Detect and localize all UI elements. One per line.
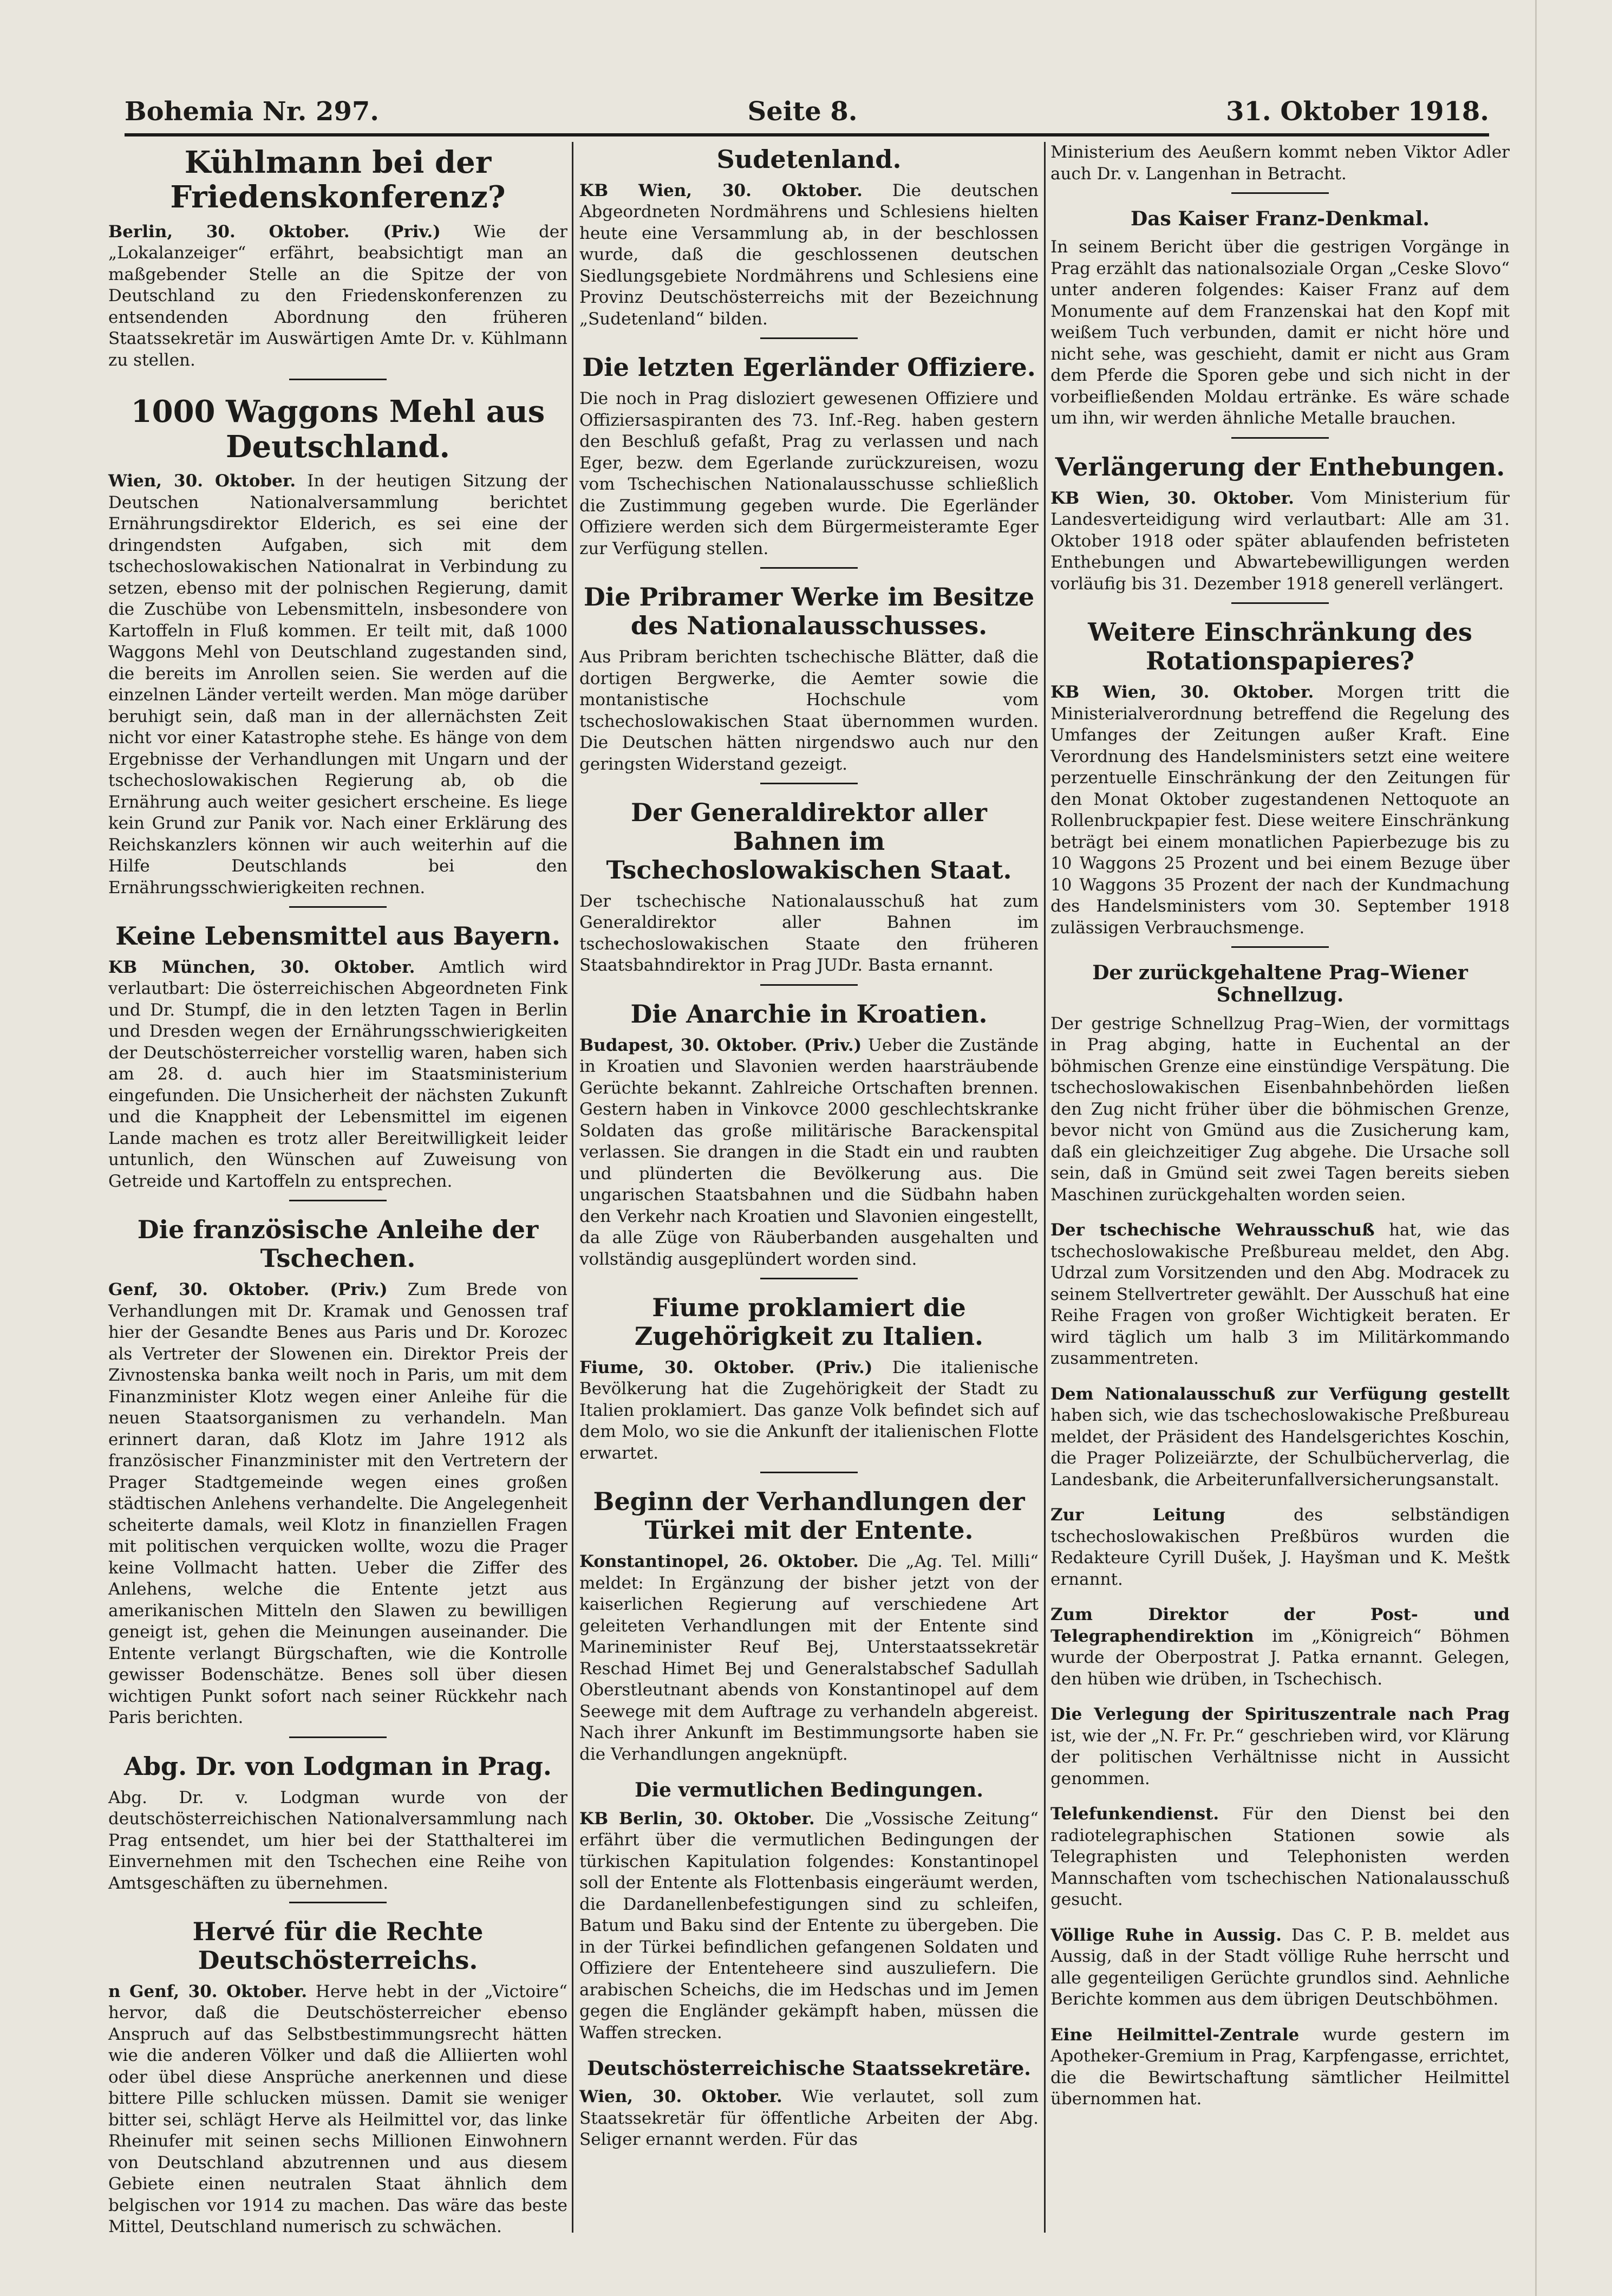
article-lead: Der tschechische Wehrausschuß [1050, 1220, 1375, 1240]
article-text [579, 388, 1039, 560]
article [1050, 618, 1510, 948]
article-dateline: KB Berlin, 30. Oktober. [579, 1809, 815, 1829]
header-issue: Bohemia Nr. 297. [125, 96, 379, 127]
page-edge [1535, 0, 1537, 2296]
article-body: ist, wie der „N. Fr. Pr.“ geschrieben wird, vor Klärung der politischen Verhältnisse nicht in Aussicht genommen. [1050, 1726, 1510, 1788]
article-text [579, 1551, 1039, 1765]
article [108, 1752, 567, 1903]
article-headline: 1000 Waggons Mehl aus Deutschland. [130, 394, 545, 465]
article-dateline: KB München, 30. Oktober. [108, 957, 415, 977]
article-text [1050, 2025, 1510, 2110]
article-body: In der heutigen Sitzung der Deutschen Nationalversammlung berichtet Ernährungsdirektor Elderich, es sei eine der dringendsten Aufgaben, sich mit dem tschechoslowakischen Nationalrat in Verbindung zu setzen, ebenso mit der polnischen Regierung, damit die Zuschübe von Lebensmitteln, insbesondere von Kartoffeln in Fluß kommen. Er teilt mit, daß 1000 Waggons Mehl von Deutschland zugestanden sind, die bereits im Anrollen seien. Sie werden auf die einzelnen Länder verteilt werden. Man möge darüber beruhigt sein, daß man in der allernächsten Zeit nicht vor einer Katastrophe stehe. Es hänge von dem Ergebnisse der Verhandlungen mit Ungarn und der tschechoslowakischen Regierung ab, ob die Ernährung auch weiter gesichert erscheine. Es liege kein Grund zur Panik vor. Nach einer Erklärung des Reichskanzlers können wir auch weiterhin auf die Hilfe Deutschlands bei den Ernährungsschwierigkeiten rechnen. [108, 471, 567, 897]
article [579, 1779, 1039, 2044]
article [108, 922, 567, 1201]
header-date: 31. Oktober 1918. [1226, 96, 1489, 127]
article-dateline: n Genf, 30. Oktober. [108, 1981, 308, 2001]
article-text [1050, 1925, 1510, 2011]
article [1050, 1704, 1510, 1790]
article-lead: Dem Nationalausschuß zur Verfügung gestellt [1050, 1384, 1510, 1404]
article [1050, 142, 1510, 194]
article-headline: Die französische Anleihe der Tschechen. [137, 1215, 539, 1273]
divider [1231, 602, 1329, 604]
article [1050, 453, 1510, 604]
article-text [579, 647, 1039, 775]
article-body: Wie der „Lokalanzeiger“ erfährt, beabsichtigt man an maßgebender Stelle an die Spitze der von Deutschland zu den Friedenskonferenzen zu entsendenden Abordnung den früheren Staatssekretär im Auswärtigen Amte Dr. v. Kühlmann zu stellen. [108, 222, 567, 370]
article-text [108, 957, 567, 1193]
article [1050, 1384, 1510, 1491]
article [579, 145, 1039, 339]
article-body: Amtlich wird verlautbart: Die österreichischen Abgeordneten Fink und Dr. Stumpf, die in den letzten Tagen in Berlin und Dresden wegen der Ernährungsschwierigkeiten der Deutschösterreicher vorstellig waren, haben sich am 28. d. auch hier im Staatsministerium eingefunden. Die Unsicherheit der nächsten Zukunft und die Knappheit der Lebensmittel im eigenen Lande machen es trotz aller Bereitwilligkeit leider untunlich, den Wünschen auf Zuweisung von Getreide und Kartoffeln zu entsprechen. [108, 957, 567, 1191]
article-body: Die „Vossische Zeitung“ erfährt über die vermutlichen Bedingungen der türkischen Kapitulation folgendes: Konstantinopel soll der Entente als Flottenbasis eingeräumt werden, die Dardanellenbefestigungen sind zu schleifen, Batum und Baku sind der Entente zu übergeben. Die in der Türkei befindlichen gefangenen Soldaten und Offiziere der Ententeheere sind auszuliefern. Die arabischen Scheichs, die im Hedschas und im Jemen gegen die Engländer gekämpft haben, müssen die Waffen strecken. [579, 1809, 1039, 2043]
divider [760, 984, 858, 986]
article-headline: Keine Lebensmittel aus Bayern. [115, 921, 560, 951]
article-dateline: Fiume, 30. Oktober. (Priv.) [579, 1357, 873, 1377]
divider [760, 337, 858, 339]
divider [289, 906, 387, 908]
article [579, 353, 1039, 569]
article-headline: Die Pribramer Werke im Besitze des Nationalausschusses. [583, 582, 1035, 641]
article-headline: Abg. Dr. von Lodgman in Prag. [124, 1751, 552, 1781]
article-text [108, 1981, 567, 2238]
article-body: Wie verlautet, soll zum Staatssekretär für öffentliche Arbeiten der Abg. Seliger ernannt werden. Für das [579, 2087, 1039, 2150]
article-text [108, 471, 567, 899]
article-text [108, 1279, 567, 1729]
article-body: In seinem Bericht über die gestrigen Vorgänge in Prag erzählt das nationalsoziale Organ „Ceske Slovo“ unter anderen folgendes: Kaiser Franz auf dem Monumente auf dem Franzenskai hat den Kopf mit weißem Tuch verbunden, damit er nicht höre und nicht sehe, was geschieht, damit er nicht aus Gram dem Pferde die Sporen gebe und sich nicht in der vorbeifließenden Moldau ertränke. Es wäre schade um ihn, wir werden ähnliche Metalle brauchen. [1050, 237, 1510, 428]
article [1050, 2025, 1510, 2110]
article-headline: Sudetenland. [716, 145, 902, 174]
article-text [1050, 1704, 1510, 1790]
article-headline: Die letzten Egerländer Offiziere. [582, 353, 1036, 382]
article-dateline: Berlin, 30. Oktober. (Priv.) [108, 222, 441, 242]
article-lead: Zum Direktor der Post- und Telegraphendirektion [1050, 1605, 1510, 1646]
divider [760, 567, 858, 569]
article-text [579, 1035, 1039, 1271]
article [1050, 1604, 1510, 1690]
article-headline: Die vermutlichen Bedingungen. [635, 1779, 983, 1802]
article-headline: Kühlmann bei der Friedenskonferenz? [170, 145, 506, 216]
article-body: Die italienische Bevölkerung hat die Zugehörigkeit der Stadt zu Italien proklamiert. Das ganze Volk befindet sich auf dem Molo, wo sie die Ankunft der italienischen Flotte erwartet. [579, 1357, 1039, 1463]
divider [760, 1472, 858, 1473]
divider [1231, 192, 1329, 194]
article-text [579, 180, 1039, 330]
article-headline: Deutschösterreichische Staatssekretäre. [587, 2057, 1031, 2080]
article-body: Aus Pribram berichten tschechische Blätter, daß die dortigen Bergwerke, die Aemter sowie die montanistische Hochschule vom tschechoslowakischen Staat übernommen wurden. Die Deutschen hätten nirgendswo auch nur den geringsten Widerstand gezeigt. [579, 647, 1039, 774]
article-body: Der tschechische Nationalausschuß hat zum Generaldirektor aller Bahnen im tschechoslowakischen Staate den früheren Staatsbahndirektor in Prag JUDr. Basta ernannt. [579, 891, 1039, 975]
article-body: Für den Dienst bei den radiotelegraphischen Stationen sowie als Telegraphisten und Telephonisten werden Mannschaften vom tschechischen Nationalausschuß gesucht. [1050, 1804, 1510, 1910]
article-body: Ministerium des Aeußern kommt neben Viktor Adler auch Dr. v. Langenhan in Betracht. [1050, 142, 1510, 184]
article [108, 1215, 567, 1738]
article-body: Die noch in Prag disloziert gewesenen Offiziere und Offiziersaspiranten des 73. Inf.-Reg. haben gestern den Beschluß gefaßt, Prag zu verlassen und nach Eger, bezw. dem Egerlande zurückzureisen, wozu vom Tschechischen Nationalausschusse schließlich die Zustimmung gegeben wurde. Die Egerländer Offiziere werden sich dem Bürgermeisteramte Eger zur Verfügung stellen. [579, 389, 1039, 558]
article-headline: Der Generaldirektor aller Bahnen im Tschechoslowakischen Staat. [606, 798, 1012, 884]
column-3 [1050, 142, 1510, 2124]
article-body: Die „Ag. Tel. Milli“ meldet: In Ergänzung der bisher jetzt von der kaiserlichen Regierung auf verschiedene Art geleiteten Verhandlungen mit der Entente sind Marineminister Reuf Bej, Unterstaatssekretär Reschad Himet Bej und Generalstabschef Sadullah Oberstleutnant abends von Konstantinopel auf dem Seewege mit dem Auftrage zu verhandeln abgereist. Nach ihrer Ankunft im Bestimmungsorte haben sie die Verhandlungen angeknüpft. [579, 1552, 1039, 1764]
article-dateline: Genf, 30. Oktober. (Priv.) [108, 1280, 388, 1300]
article-body: Die deutschen Abgeordneten Nordmährens und Schlesiens hielten heute eine Versammlung ab, in der beschlossen wurde, daß die geschlossenen deutschen Siedlungsgebiete Nordmährens und Schlesiens eine Provinz Deutschösterreichs mit der Bezeichnung „Sudetenland“ bilden. [579, 180, 1039, 329]
article-headline: Die Anarchie in Kroatien. [630, 999, 988, 1029]
article [1050, 962, 1510, 1206]
article [108, 1917, 567, 2238]
article-headline: Verlängerung der Enthebungen. [1055, 452, 1505, 482]
article [579, 583, 1039, 784]
divider [289, 1736, 387, 1738]
divider [1231, 437, 1329, 439]
article-text [1050, 1384, 1510, 1491]
article [1050, 1804, 1510, 1911]
article-lead: Zur Leitung [1050, 1505, 1225, 1525]
divider [289, 1200, 387, 1201]
article-body: Herve hebt in der „Victoire“ hervor, daß die Deutschösterreicher ebenso Anspruch auf das Selbstbestimmungsrecht hätten wie die anderen Völker und daß die Alliierten wohl oder übel diese Ansprüche anerkennen und diese bittere Pille schlucken müssen. Damit sie weniger bitter sei, schlägt Herve als Heilmittel vor, das linke Rheinufer mit seinen sechs Millionen Einwohnern von Deutschland abzutrennen und aus diesem Gebiete einen neutralen Staat ähnlich dem belgischen vor 1914 zu machen. Das wäre das beste Mittel, Deutschland numerisch zu schwächen. [108, 1981, 567, 2237]
article-headline: Beginn der Verhandlungen der Türkei mit der Entente. [593, 1487, 1025, 1545]
article-body: haben sich, wie das tschechoslowakische Preßbureau meldet, der Präsident des Handelsgerichtes Koschin, die Prager Polizeiärzte, der Schulbücherverlag, die Landesbank, die Arbeiterunfallversicherungsanstalt. [1050, 1406, 1510, 1490]
article-text [1050, 1220, 1510, 1370]
article-body: des selbständigen tschechoslowakischen Preßbüros wurden die Redakteure Cyrill Dušek, J. Hayšman und K. Meštk ernannt. [1050, 1505, 1510, 1589]
article-lead: Völlige Ruhe in Aussig. [1050, 1925, 1282, 1945]
article-text [579, 1357, 1039, 1465]
divider [1231, 946, 1329, 948]
article-body: hat, wie das tschechoslowakische Preßbureau meldet, den Abg. Udrzal zum Vorsitzenden und den Abg. Modracek zu seinem Stellvertreter gewählt. Der Ausschuß hat eine Reihe Fragen von großer Wichtigkeit beraten. Er wird täglich um halb 3 im Militärkommando zusammentreten. [1050, 1220, 1510, 1369]
article-dateline: Budapest, 30. Oktober. (Priv.) [579, 1035, 862, 1055]
article-body: im „Königreich“ Böhmen wurde der Oberpostrat J. Patka ernannt. Gelegen, den hüben wie drüben, in Tschechisch. [1050, 1626, 1510, 1689]
article-body: Ueber die Zustände in Kroatien und Slavonien werden haarsträubende Gerüchte bekannt. Zahlreiche Ortschaften brennen. Gestern haben in Vinkovce 2000 geschlechtskranke Soldaten das große militärische Barackenspital verlassen. Sie drangen in die Stadt ein und raubten und plünderten die Bevölkerung aus. Die ungarischen Staatsbahnen und die Südbahn haben den Verkehr nach Kroatien und Slavonien eingestellt, da alle Züge von Räuberbanden ausgehalten und vollständig ausgeplündert worden sind. [579, 1035, 1039, 1269]
divider [760, 1278, 858, 1279]
article [1050, 1925, 1510, 2011]
article-body: Morgen tritt die Ministerialverordnung betreffend die Regelung des Umfanges der Zeitungen außer Kraft. Eine Verordnung des Handelsministers setzt eine weitere perzentuelle Einschränkung der den Zeitungen für den Monat Oktober zugestandenen Nettoquote an Rollenbruckpapier fest. Diese weitere Einschränkung beträgt bei einem monatlichen Papierbezuge bis zu 10 Waggons 25 Prozent und bei einem Bezuge über 10 Waggons 35 Prozent der nach der Kundmachung des Handelsministers vom 30. September 1918 zulässigen Verbrauchsmenge. [1050, 682, 1510, 938]
divider [289, 1902, 387, 1903]
article-dateline: KB Wien, 30. Oktober. [1050, 488, 1294, 508]
article-lead: Die Verlegung der Spirituszentrale nach Prag [1050, 1705, 1510, 1725]
article-text [1050, 1013, 1510, 1206]
column-rule [572, 142, 573, 2233]
article-body: wurde gestern im Apotheker-Gremium in Prag, Karpfengasse, errichtet, die die Bewirtschaftung sämtlicher Heilmittel übernommen hat. [1050, 2025, 1510, 2109]
article-headline: Weitere Einschränkung des Rotationspapieres? [1088, 617, 1472, 676]
article [1050, 1220, 1510, 1370]
article-body: Der gestrige Schnellzug Prag–Wien, der vormittags in Prag abging, hatte in Euchental an der böhmischen Grenze eine einstündige Verspätung. Die tschechoslowakischen Eisenbahnbehörden ließen den Zug nicht früher über die böhmischen Grenze, bevor nicht von Gmünd aus die Zusicherung kam, daß ein gleichzeitiger Zug abgehe. Die Ursache soll sein, daß in Gmünd seit zwei Tagen bereits sieben Maschinen zurückgehalten worden seien. [1050, 1013, 1510, 1205]
article-text [108, 1787, 567, 1895]
column-rule [1044, 142, 1046, 2233]
article-headline: Hervé für die Rechte Deutschösterreichs. [192, 1917, 484, 1975]
article-dateline: Konstantinopel, 26. Oktober. [579, 1552, 859, 1572]
article-dateline: Wien, 30. Oktober. [579, 2087, 782, 2107]
divider [289, 379, 387, 380]
article-text [579, 891, 1039, 977]
article [579, 2058, 1039, 2151]
article [579, 1293, 1039, 1473]
article-body: Abg. Dr. v. Lodgman wurde von der deutschösterreichischen Nationalversammlung nach Prag entsendet, um hier bei der Statthalterei im Einvernehmen mit den Tschechen eine Reihe von Amtsgeschäften zu übernehmen. [108, 1787, 567, 1893]
header-page-number: Seite 8. [747, 96, 858, 127]
article-text [108, 222, 567, 372]
article-dateline: Wien, 30. Oktober. [108, 471, 296, 491]
article-text [1050, 142, 1510, 185]
article-lead: Eine Heilmittel-Zentrale [1050, 2025, 1300, 2045]
article-body: Zum Brede von Verhandlungen mit Dr. Kramak und Genossen traf hier der Gesandte Benes aus Paris und Dr. Korozec als Vertreter der Slowenen ein. Direktor Preis der Zivnostenska banka weilt noch in Paris, um mit dem Finanzminister Klotz wegen einer Anleihe für die neuen Staatsorganismen zu verhandeln. Man erinnert daran, daß Klotz im Jahre 1912 als französischer Finanzminister mit den Vertretern der Prager Stadtgemeinde wegen eines großen städtischen Anlehens verhandelte. Die Angelegenheit scheiterte damals, weil Klotz in finanziellen Fragen mit politischen verquicken wollte, wozu die Prager keine Vollmacht hatten. Ueber die Ziffer des Anlehens, welche die Entente jetzt aus amerikanischen Mitteln den Slawen zu bewilligen geneigt ist, gehen die Meinungen auseinander. Die Entente verlangt Bürgschaften, wie die Kontrolle gewisser Bodenschätze. Benes soll über diesen wichtigen Punkt sofort nach seiner Rückkehr nach Paris berichten. [108, 1280, 567, 1728]
article-dateline: KB Wien, 30. Oktober. [579, 180, 863, 200]
article-text [1050, 1604, 1510, 1690]
article [579, 798, 1039, 986]
article-text [1050, 682, 1510, 939]
article-text [1050, 488, 1510, 595]
article-body: Vom Ministerium für Landesverteidigung wird verlautbart: Alle am 31. Oktober 1918 oder später ablaufenden befristeten Enthebungen und Abwartebewilligungen werden vorläufig bis 31. Dezember 1918 generell verlängert. [1050, 488, 1510, 594]
article [108, 394, 567, 908]
article-text [1050, 237, 1510, 430]
column-2 [579, 142, 1039, 2165]
article-headline: Fiume proklamiert die Zugehörigkeit zu Italien. [634, 1293, 984, 1351]
article [579, 1000, 1039, 1279]
article [108, 145, 567, 380]
article [1050, 1505, 1510, 1590]
article-text [579, 1809, 1039, 2044]
divider [760, 783, 858, 784]
article-dateline: KB Wien, 30. Oktober. [1050, 682, 1314, 703]
article [1050, 208, 1510, 439]
page-header [125, 95, 1489, 128]
article-text [579, 2086, 1039, 2151]
article [579, 1487, 1039, 1765]
article-body: Das C. P. B. meldet aus Aussig, daß in der Stadt völlige Ruhe herrscht und alle gegenteiligen Gerüchte grundlos sind. Aehnliche Berichte kommen aus dem übrigen Deutschböhmen. [1050, 1925, 1510, 2009]
article-lead: Telefunkendienst. [1050, 1804, 1219, 1824]
article-text [1050, 1804, 1510, 1911]
column-1 [108, 142, 567, 2252]
article-text [1050, 1505, 1510, 1590]
article-headline: Das Kaiser Franz-Denkmal. [1131, 207, 1430, 230]
article-headline: Der zurückgehaltene Prag–Wiener Schnellzug. [1092, 961, 1468, 1007]
header-rule [125, 133, 1489, 136]
